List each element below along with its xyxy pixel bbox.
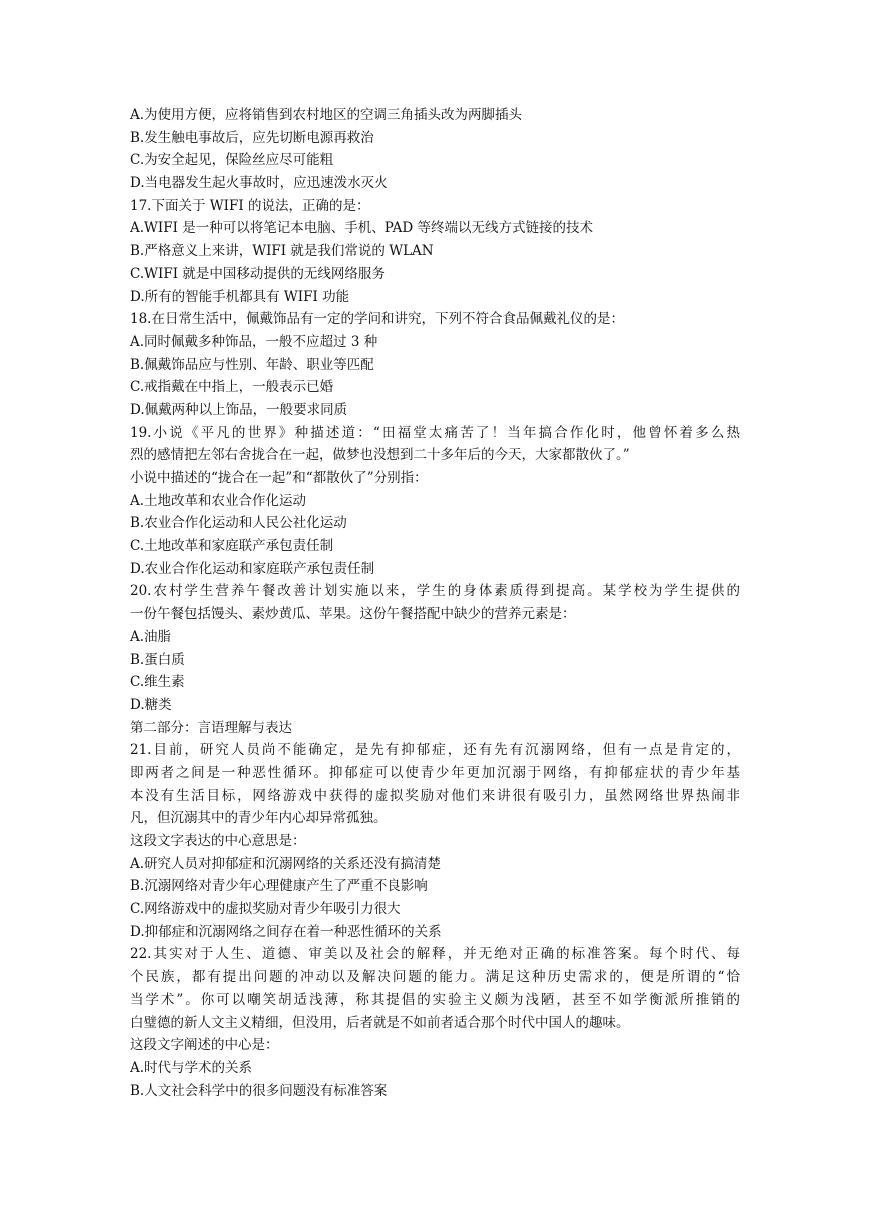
text-line: 17.下面关于 WIFI 的说法，正确的是： (130, 197, 370, 214)
text-line: D.当电器发生起火事故时，应迅速泼水灭火 (130, 175, 388, 192)
text-line: 烈的感情把左邻右舍拢合在一起，做梦也没想到二十多年后的今天，大家都散伙了。” (130, 447, 630, 464)
text-line: 19.小说《平凡的世界》种描述道：“田福堂太痛苦了！当年搞合作化时，他曾怀着多么热 (130, 424, 740, 441)
text-line: 第二部分：言语理解与表达 (130, 719, 292, 736)
text-line: D.糖类 (130, 696, 172, 713)
text-line: C.戒指戴在中指上，一般表示已婚 (130, 379, 334, 396)
text-line: B.佩戴饰品应与性别、年龄、职业等匹配 (130, 356, 374, 373)
text-line: D.抑郁症和沉溺网络之间存在着一种恶性循环的关系 (130, 923, 442, 940)
text-line: C.土地改革和家庭联产承包责任制 (130, 538, 334, 555)
text-line: B.发生触电事故后，应先切断电源再救治 (130, 129, 374, 146)
text-line: B.蛋白质 (130, 651, 185, 668)
text-line: C.WIFI 就是中国移动提供的无线网络服务 (130, 265, 385, 282)
text-line: 白璧德的新人文主义精细，但没用，后者就是不如前者适合那个时代中国人的趣味。 (130, 1014, 630, 1031)
text-line: 小说中描述的“拢合在一起”和“都散伙了”分别指： (130, 470, 428, 486)
text-line: 凡，但沉溺其中的青少年内心却异常孤独。 (130, 810, 387, 827)
text-line: A.油脂 (130, 628, 172, 645)
text-line: 21.目前，研究人员尚不能确定，是先有抑郁症，还有先有沉溺网络，但有一点是肯定的， (130, 742, 740, 759)
text-line: 18.在日常生活中，佩戴饰品有一定的学问和讲究，下列不符合食品佩戴礼仪的是： (130, 311, 624, 328)
text-line: B.人文社会科学中的很多问题没有标准答案 (130, 1082, 388, 1099)
text-line: 22.其实对于人生、道德、审美以及社会的解释，并无绝对正确的标准答案。每个时代、每 (130, 946, 740, 963)
text-line: D.佩戴两种以上饰品，一般要求同质 (130, 401, 348, 418)
text-line: B.农业合作化运动和人民公社化运动 (130, 515, 347, 532)
text-line: B.沉溺网络对青少年心理健康产生了严重不良影响 (130, 878, 428, 895)
text-line: A.WIFI 是一种可以将笔记本电脑、手机、PAD 等终端以无线方式链接的技术 (130, 220, 593, 237)
text-line: D.农业合作化运动和家庭联产承包责任制 (130, 560, 375, 577)
text-line: 这段文字阐述的中心是： (130, 1037, 279, 1054)
text-line: 当学术”。你可以嘲笑胡适浅薄，称其提倡的实验主义颇为浅陋，甚至不如学衡派所推销的 (130, 991, 740, 1008)
text-line: 这段文字表达的中心意思是： (130, 833, 306, 849)
text-line: 即两者之间是一种恶性循环。抑郁症可以使青少年更加沉溺于网络，有抑郁症状的青少年基 (130, 764, 740, 781)
document-page (130, 104, 740, 1102)
text-line: C.为安全起见，保险丝应尽可能粗 (130, 152, 334, 169)
text-line: 一份午餐包括馒头、素炒黄瓜、苹果。这份午餐搭配中缺少的营养元素是： (130, 606, 576, 623)
text-line: B.严格意义上来讲，WIFI 就是我们常说的 WLAN (130, 243, 434, 260)
text-line: A.研究人员对抑郁症和沉溺网络的关系还没有搞清楚 (130, 855, 442, 872)
text-line: D.所有的智能手机都具有 WIFI 功能 (130, 288, 350, 305)
text-line: 20.农村学生营养午餐改善计划实施以来，学生的身体素质得到提高。某学校为学生提供的 (130, 583, 740, 600)
text-line: 本没有生活目标，网络游戏中获得的虚拟奖励对他们来讲很有吸引力，虽然网络世界热闹非 (130, 787, 740, 804)
text-line: A.为使用方便，应将销售到农村地区的空调三角插头改为两脚插头 (130, 107, 523, 123)
text-line: 个民族，都有提出问题的冲动以及解决问题的能力。满足这种历史需求的，便是所谓的“恰 (130, 969, 740, 986)
text-line: A.时代与学术的关系 (130, 1059, 253, 1076)
text-line: C.网络游戏中的虚拟奖励对青少年吸引力很大 (130, 901, 401, 918)
text-line: C.维生素 (130, 674, 185, 691)
text-line: A.同时佩戴多种饰品，一般不应超过 3 种 (130, 333, 378, 350)
text-line: A.土地改革和农业合作化运动 (130, 492, 307, 509)
